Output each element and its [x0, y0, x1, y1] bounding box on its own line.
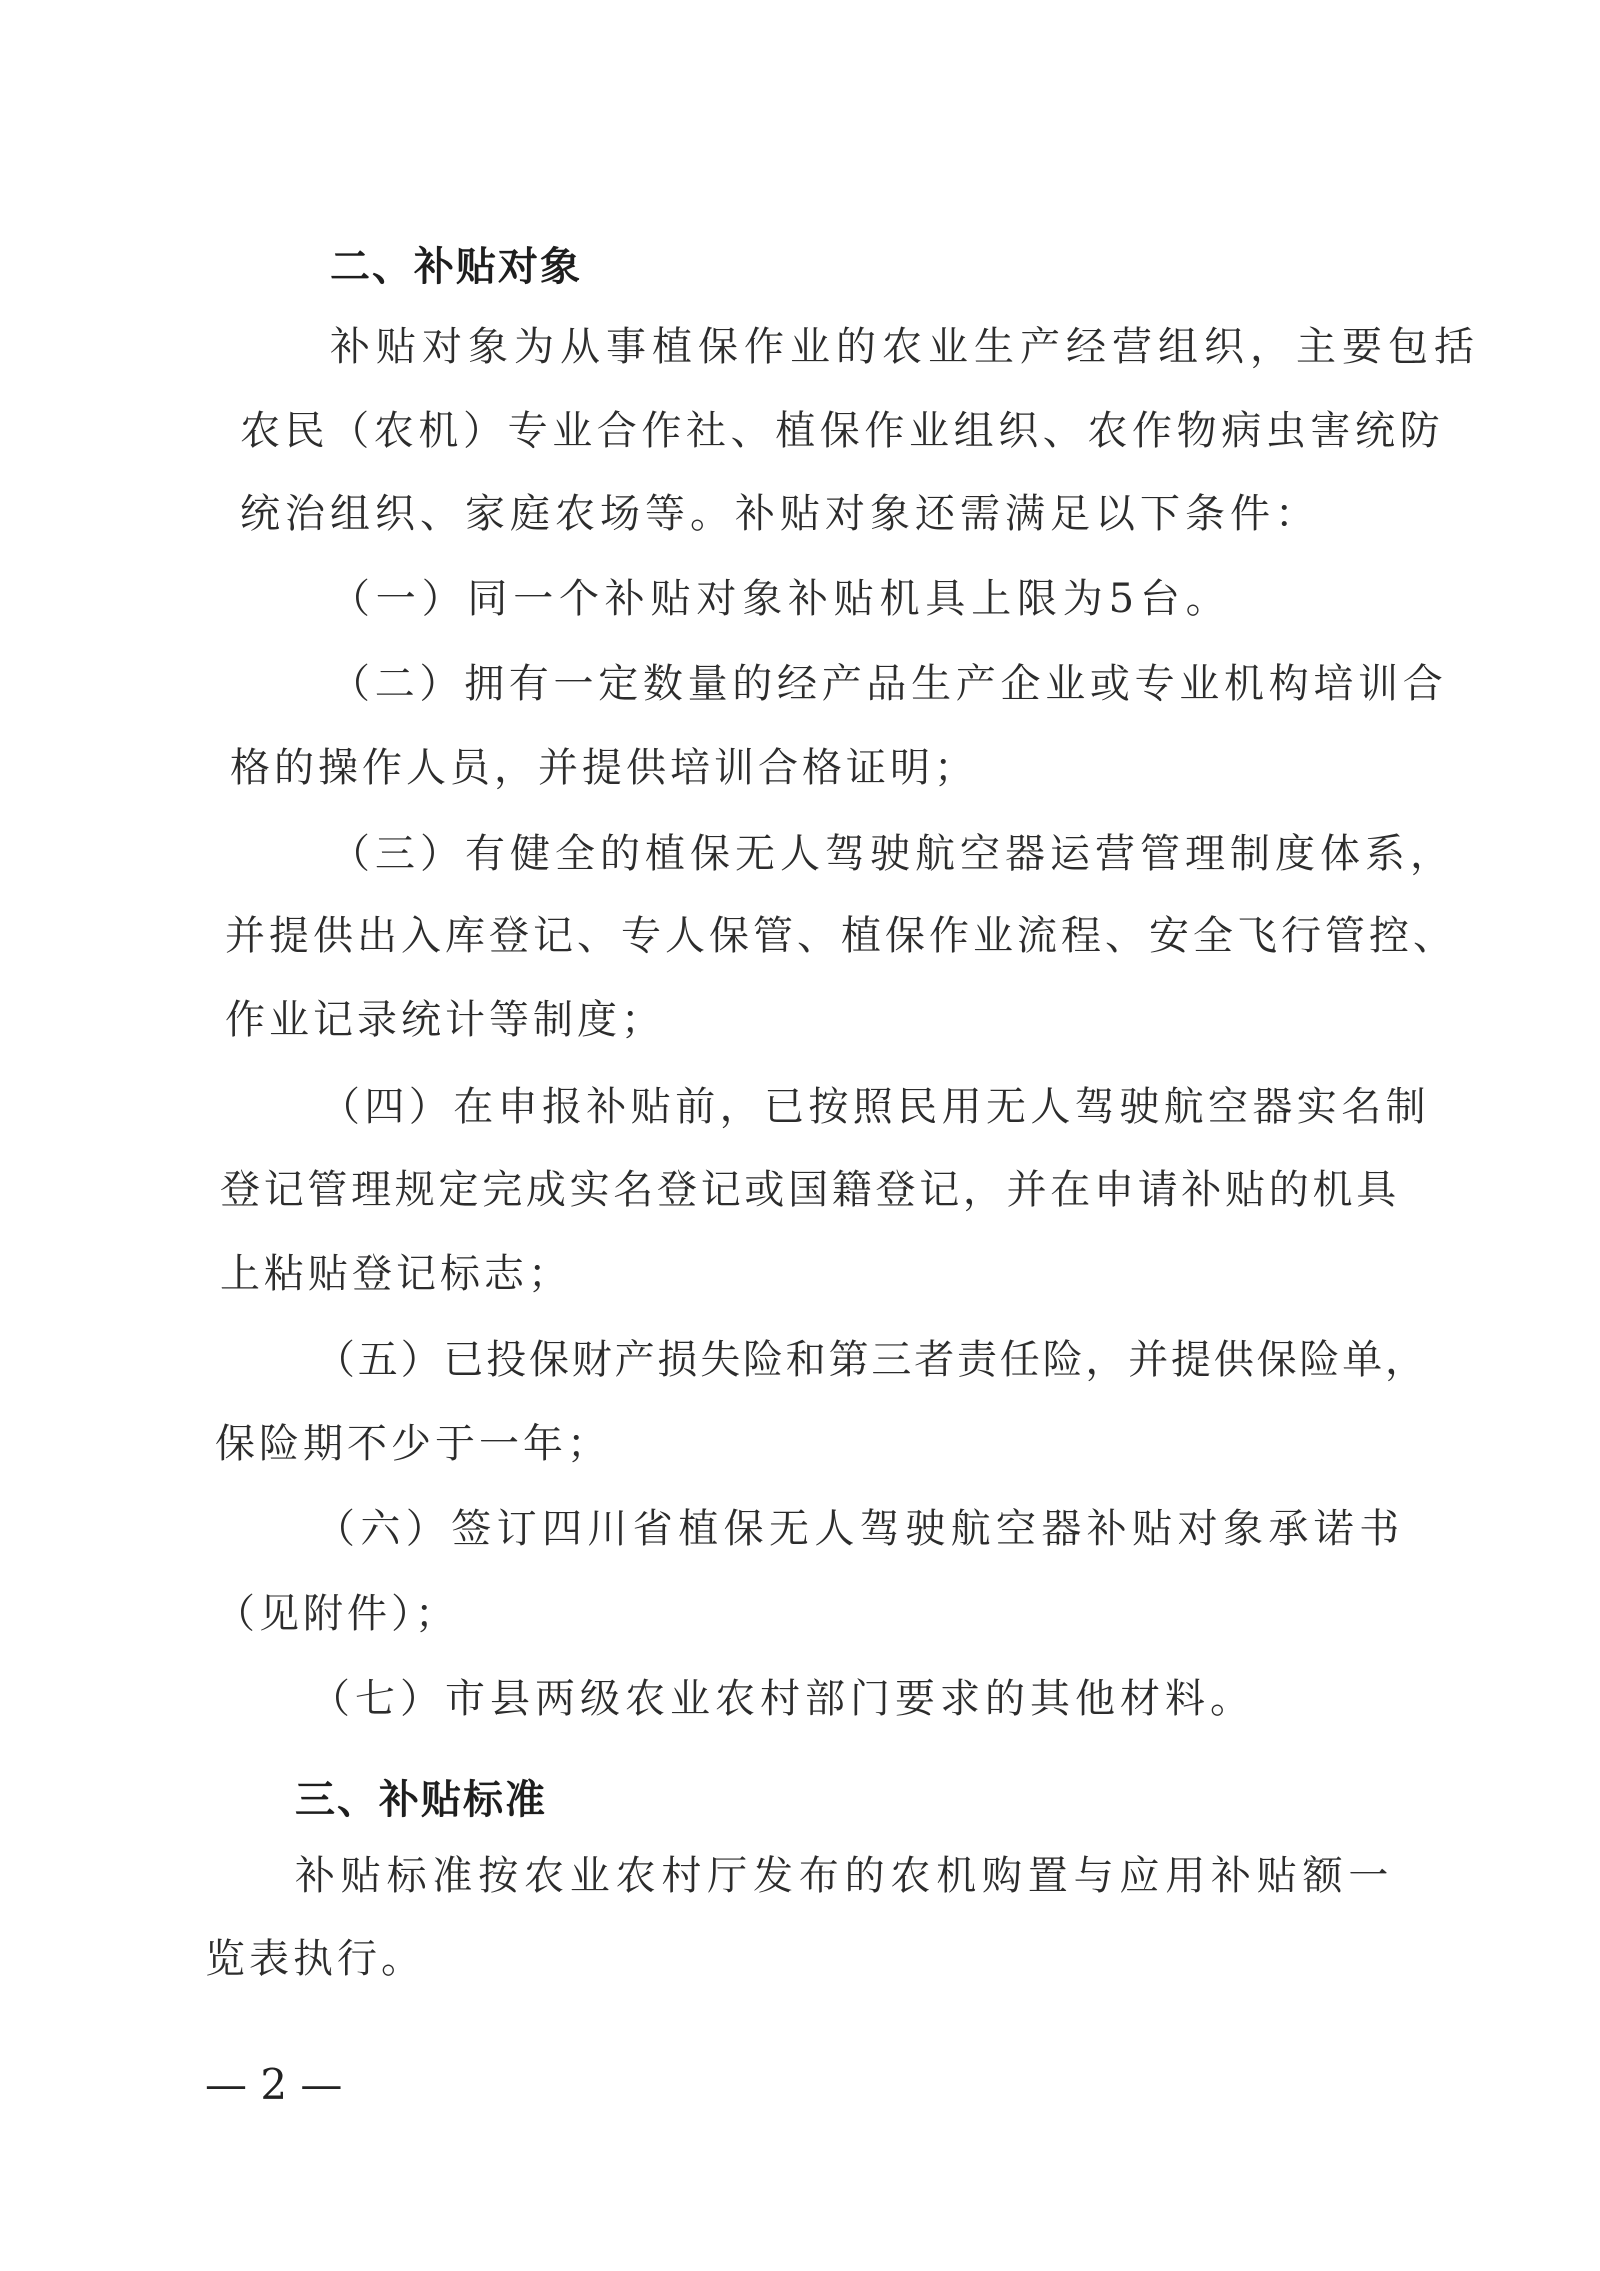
- text-line: 保险期不少于一年；: [215, 1421, 611, 1467]
- text-line: （七）市县两级农业农村部门要求的其他材料。: [310, 1676, 1255, 1722]
- section-heading-subsidy-targets: 二、补贴对象: [330, 244, 582, 290]
- text-line: （四）在申报补贴前，已按照民用无人驾驶航空器实名制: [320, 1084, 1430, 1130]
- text-line: 格的操作人员，并提供培训合格证明；: [230, 745, 978, 791]
- text-line: （五）已投保财产损失险和第三者责任险，并提供保险单，: [315, 1337, 1428, 1383]
- text-line: （二）拥有一定数量的经产品生产企业或专业机构培训合: [330, 661, 1448, 707]
- text-line: （见附件）；: [215, 1591, 459, 1637]
- page-number: — 2 —: [205, 2060, 343, 2109]
- text-line: 作业记录统计等制度；: [225, 997, 665, 1043]
- text-line: 并提供出入库登记、专人保管、植保作业流程、安全飞行管控、: [225, 913, 1457, 959]
- text-line: 农民（农机）专业合作社、植保作业组织、农作物病虫害统防: [240, 408, 1445, 454]
- text-line: 上粘贴登记标志；: [220, 1251, 572, 1297]
- text-line: （三）有健全的植保无人驾驶航空器运营管理制度体系，: [330, 831, 1455, 877]
- text-line: 补贴对象为从事植保作业的农业生产经营组织，主要包括: [330, 324, 1480, 370]
- section-heading-subsidy-standards: 三、补贴标准: [295, 1777, 547, 1823]
- text-line: （六）签订四川省植保无人驾驶航空器补贴对象承诺书: [315, 1506, 1405, 1552]
- text-line: 览表执行。: [205, 1936, 425, 1982]
- text-line: 统治组织、家庭农场等。补贴对象还需满足以下条件：: [240, 491, 1320, 537]
- text-line: （一）同一个补贴对象补贴机具上限为5台。: [330, 576, 1232, 622]
- text-line: 登记管理规定完成实名登记或国籍登记，并在申请补贴的机具: [220, 1167, 1400, 1213]
- text-line: 补贴标准按农业农村厅发布的农机购置与应用补贴额一: [295, 1853, 1395, 1899]
